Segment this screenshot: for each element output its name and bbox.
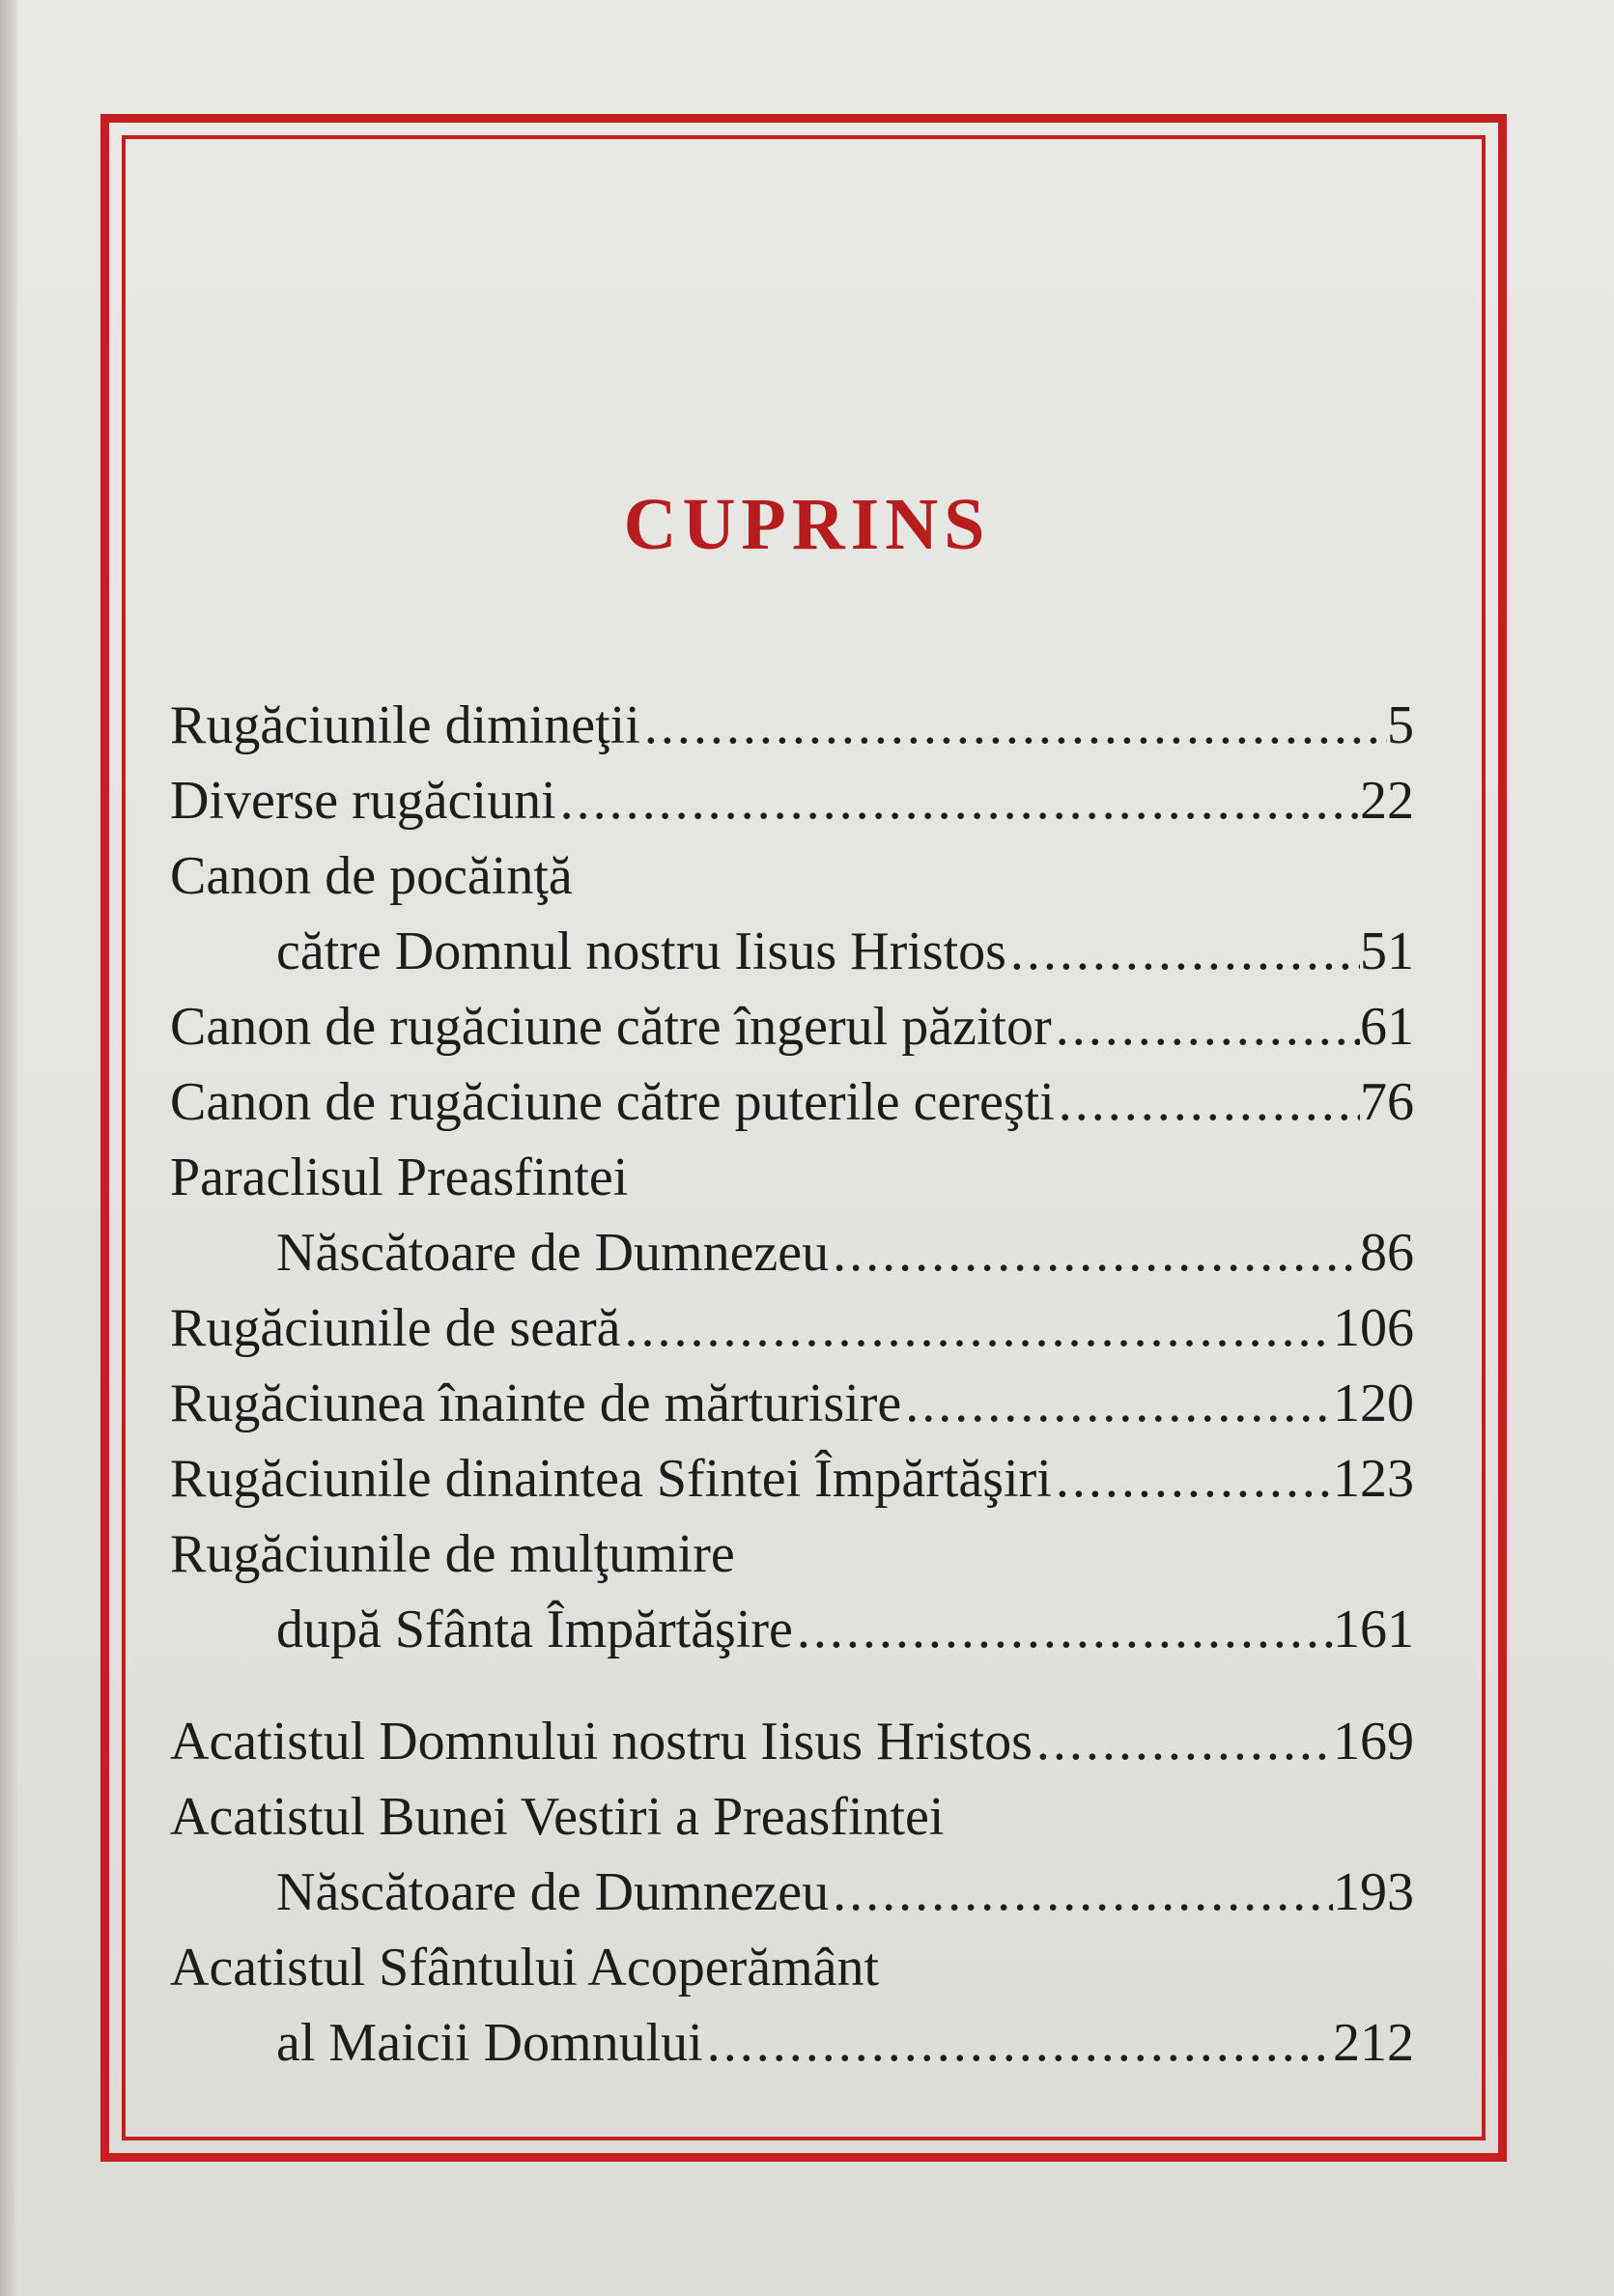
toc-entry-title: Acatistul Bunei Vestiri a Preasfintei	[170, 1787, 945, 1847]
page-edge	[0, 0, 17, 2296]
toc-entry-title: Diverse rugăciuni	[170, 771, 556, 831]
toc-entry	[170, 1441, 1414, 1516]
toc-line	[170, 1441, 1414, 1516]
toc-entry	[170, 1779, 1414, 1930]
toc-line	[170, 1930, 1414, 2005]
toc-page-number: 106	[1333, 1298, 1414, 1358]
toc-line	[170, 1366, 1414, 1441]
toc-entry	[170, 1704, 1414, 1779]
page-title: CUPRINS	[623, 484, 991, 565]
toc-entry-title: Rugăciunile dinaintea Sfintei Împărtăşiri	[170, 1449, 1052, 1509]
toc-entry	[170, 763, 1414, 838]
toc-entry-title: Acatistul Domnului nostru Iisus Hristos	[170, 1712, 1033, 1772]
toc-line	[170, 1704, 1414, 1779]
toc-entry	[170, 1366, 1414, 1441]
toc-line	[170, 1290, 1414, 1366]
toc-page-number: 61	[1360, 997, 1414, 1057]
toc-line	[170, 1779, 1414, 1855]
table-of-contents	[170, 688, 1414, 2081]
toc-entry-title: Rugăciunile de seară	[170, 1298, 621, 1358]
dot-leader	[1052, 1441, 1333, 1516]
dot-leader	[793, 1592, 1333, 1667]
toc-entry-title: după Sfânta Împărtăşire	[276, 1600, 793, 1659]
toc-entry	[170, 1516, 1414, 1667]
toc-entry-title: Născătoare de Dumnezeu	[276, 1223, 830, 1283]
dot-leader	[703, 2005, 1333, 2081]
dot-leader	[556, 763, 1360, 838]
toc-page-number: 22	[1360, 771, 1414, 831]
toc-entry-title: Canon de rugăciune către îngerul păzitor	[170, 997, 1052, 1057]
toc-line	[170, 1592, 1414, 1667]
dot-leader	[1006, 914, 1360, 989]
dot-leader	[620, 1290, 1333, 1366]
dot-leader	[829, 1855, 1333, 1930]
toc-page-number: 212	[1333, 2013, 1414, 2073]
toc-line	[170, 989, 1414, 1064]
toc-line	[170, 1064, 1414, 1140]
toc-entry	[170, 1064, 1414, 1140]
toc-entry	[170, 1290, 1414, 1366]
toc-page-number: 76	[1360, 1072, 1414, 1132]
toc-line	[170, 763, 1414, 838]
toc-entry	[170, 1140, 1414, 1290]
toc-entry-title: Rugăciunile de mulţumire	[170, 1524, 735, 1584]
toc-entry-title: Acatistul Sfântului Acoperământ	[170, 1938, 880, 1998]
toc-line	[170, 1516, 1414, 1592]
toc-entry	[170, 1930, 1414, 2081]
dot-leader	[640, 688, 1387, 763]
toc-entry-title: Paraclisul Preasfintei	[170, 1148, 629, 1207]
toc-page-number: 169	[1333, 1712, 1414, 1772]
toc-entry	[170, 838, 1414, 989]
toc-page-number: 120	[1333, 1374, 1414, 1433]
toc-entry-title: Canon de pocăinţă	[170, 846, 573, 906]
toc-entry-title: Născătoare de Dumnezeu	[276, 1862, 830, 1922]
toc-entry	[170, 989, 1414, 1064]
toc-line	[170, 2005, 1414, 2081]
toc-entry-title: către Domnul nostru Iisus Hristos	[276, 921, 1006, 981]
toc-entry-title: Rugăciunile dimineţii	[170, 695, 640, 755]
toc-page-number: 5	[1387, 695, 1414, 755]
toc-line	[170, 688, 1414, 763]
dot-leader	[1055, 1064, 1360, 1140]
dot-leader	[1052, 989, 1360, 1064]
dot-leader	[901, 1366, 1333, 1441]
toc-entry-title: al Maicii Domnului	[276, 2013, 703, 2073]
toc-page-number: 123	[1333, 1449, 1414, 1509]
toc-page-number: 51	[1360, 921, 1414, 981]
toc-page-number: 193	[1333, 1862, 1414, 1922]
toc-page-number: 86	[1360, 1223, 1414, 1283]
dot-leader	[829, 1215, 1360, 1290]
toc-line	[170, 838, 1414, 914]
toc-line	[170, 914, 1414, 989]
dot-leader	[1033, 1704, 1333, 1779]
toc-entry-title: Canon de rugăciune către puterile cereşti	[170, 1072, 1055, 1132]
toc-entry	[170, 688, 1414, 763]
toc-entry-title: Rugăciunea înainte de mărturisire	[170, 1374, 902, 1433]
toc-page-number: 161	[1333, 1600, 1414, 1659]
toc-line	[170, 1140, 1414, 1215]
toc-line	[170, 1215, 1414, 1290]
toc-line	[170, 1855, 1414, 1930]
